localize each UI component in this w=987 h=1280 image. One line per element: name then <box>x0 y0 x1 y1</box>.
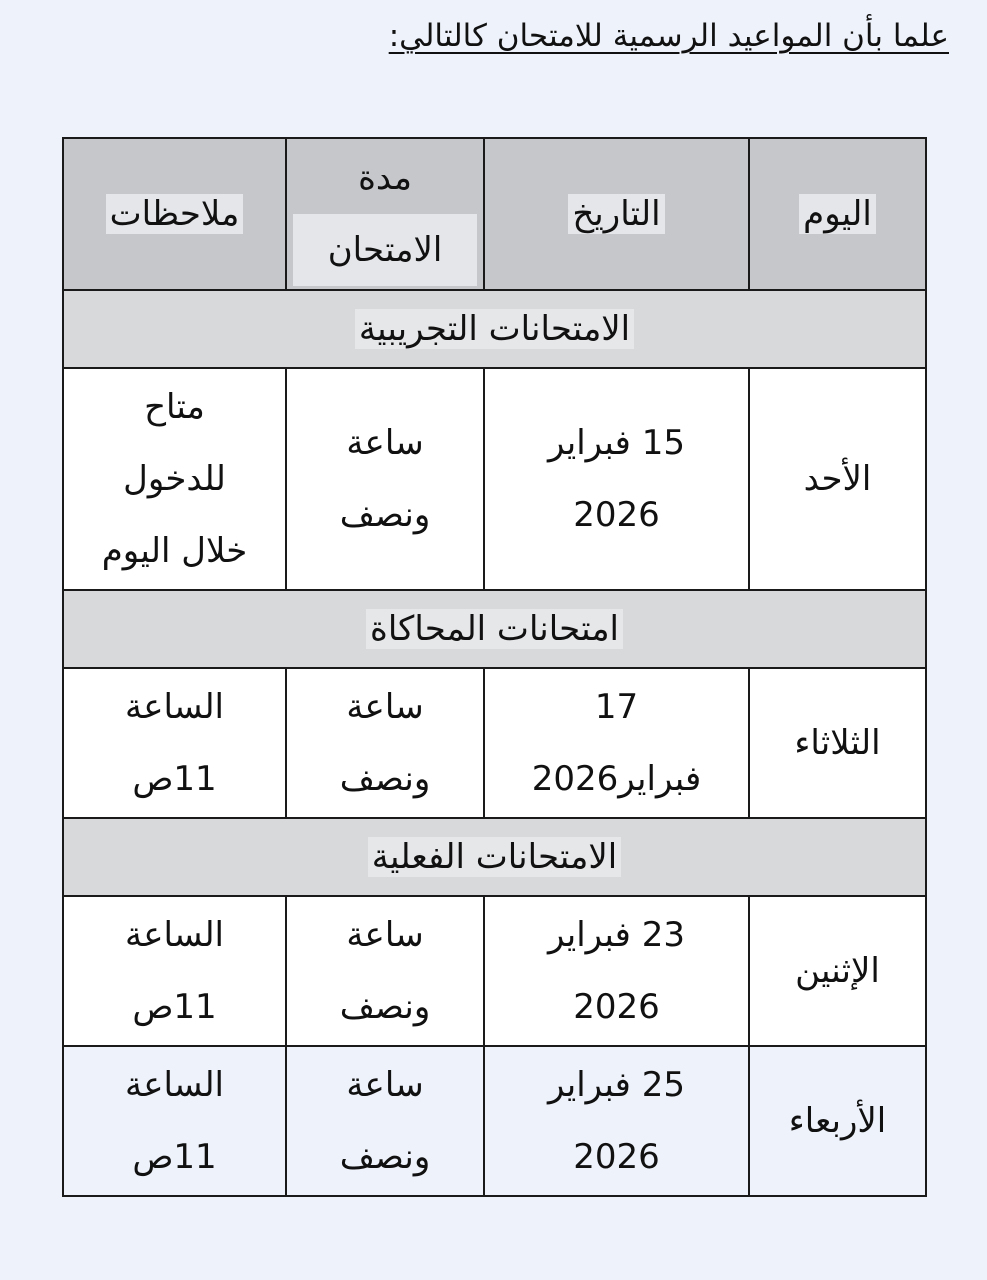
section-title-actual: الامتحانات الفعلية <box>63 818 926 896</box>
cell-notes: متاح للدخول خلال اليوم <box>63 368 286 590</box>
table-row <box>63 668 926 818</box>
header-row <box>63 138 926 290</box>
cell-day: الإثنين <box>749 896 926 1046</box>
header-notes: ملاحظات <box>63 138 286 290</box>
cell-notes: الساعة 11ص <box>63 1046 286 1196</box>
header-date: التاريخ <box>484 138 749 290</box>
table-row <box>63 1046 926 1196</box>
cell-day: الأحد <box>749 368 926 590</box>
cell-day: الأربعاء <box>749 1046 926 1196</box>
table-row <box>63 896 926 1046</box>
cell-duration: ساعة ونصف <box>286 368 484 590</box>
section-row-mock <box>63 590 926 668</box>
cell-day: الثلاثاء <box>749 668 926 818</box>
section-title-trial: الامتحانات التجريبية <box>63 290 926 368</box>
section-row-trial <box>63 290 926 368</box>
header-day: اليوم <box>749 138 926 290</box>
section-title-mock: امتحانات المحاكاة <box>63 590 926 668</box>
cell-date: 17 فبراير2026 <box>484 668 749 818</box>
section-row-actual <box>63 818 926 896</box>
exam-schedule-table <box>62 137 927 1197</box>
cell-duration: ساعة ونصف <box>286 896 484 1046</box>
cell-notes: الساعة 11ص <box>63 668 286 818</box>
table-row <box>63 368 926 590</box>
cell-date: 15 فبراير 2026 <box>484 368 749 590</box>
cell-duration: ساعة ونصف <box>286 1046 484 1196</box>
cell-duration: ساعة ونصف <box>286 668 484 818</box>
cell-date: 25 فبراير 2026 <box>484 1046 749 1196</box>
cell-date: 23 فبراير 2026 <box>484 896 749 1046</box>
header-duration: مدة الامتحان <box>286 138 484 290</box>
intro-text: علما بأن المواعيد الرسمية للامتحان كالتالي: <box>388 18 949 54</box>
cell-notes: الساعة 11ص <box>63 896 286 1046</box>
